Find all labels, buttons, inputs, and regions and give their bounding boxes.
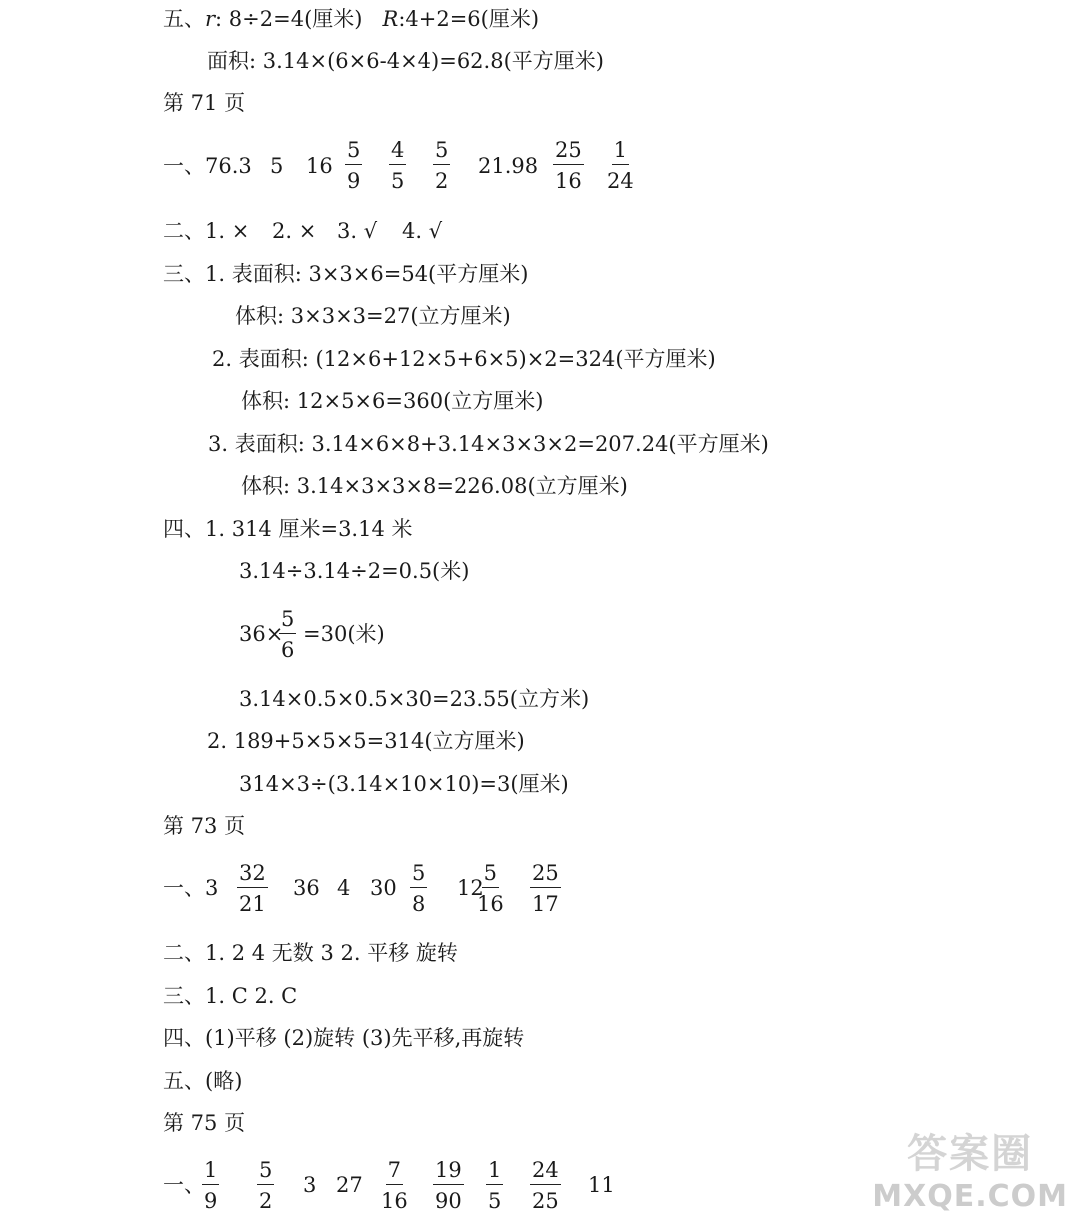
denominator: 21 — [239, 892, 266, 916]
denominator: 16 — [381, 1189, 408, 1213]
p71-q2-c: 4. √ — [402, 219, 443, 243]
p71-q4-line1: 四、1. 314 厘米=3.14 米 — [163, 517, 413, 541]
numerator: 1 — [486, 1158, 503, 1185]
p73-q1-frac-2 — [410, 861, 427, 916]
denominator: 2 — [435, 169, 449, 193]
p71-q4-line2: 3.14÷3.14÷2=0.5(米) — [239, 559, 470, 583]
p73-q5: 五、(略) — [163, 1069, 243, 1093]
denominator: 17 — [532, 892, 559, 916]
p71-q3-line4: 体积: 12×5×6=360(立方厘米) — [241, 389, 544, 413]
p75-q1-frac-6 — [530, 1158, 561, 1213]
p71-q2-a: 2. × — [272, 219, 317, 243]
s5-line2: 面积: 3.14×(6×6-4×4)=62.8(平方厘米) — [207, 49, 604, 73]
numerator: 5 — [410, 861, 427, 888]
p71-q1-frac-1 — [345, 138, 362, 193]
p73-q1-frac-4 — [530, 861, 561, 916]
denominator: 8 — [412, 892, 426, 916]
watermark — [872, 1122, 1068, 1214]
numerator: 7 — [386, 1158, 403, 1185]
numerator: 32 — [237, 861, 268, 888]
p73-q3: 三、1. C 2. C — [163, 984, 298, 1008]
s5-line1 — [163, 6, 539, 32]
denominator: 9 — [204, 1189, 218, 1213]
p73-q2: 二、1. 2 4 无数 3 2. 平移 旋转 — [163, 941, 458, 965]
p71-q4-l3-post: =30(米) — [303, 622, 385, 646]
p75-q1-c: 11 — [588, 1173, 615, 1197]
numerator: 25 — [530, 861, 561, 888]
numerator: 25 — [553, 138, 584, 165]
denominator: 25 — [532, 1189, 559, 1213]
p75-q1-frac-3 — [381, 1158, 408, 1213]
p75-q1-frac-1 — [202, 1158, 219, 1213]
p71-q1-frac-2 — [389, 138, 406, 193]
p75-q1-prefix: 一、 — [163, 1173, 205, 1197]
denominator: 24 — [607, 169, 634, 193]
numerator: 5 — [279, 607, 296, 634]
p71-q3-line5: 3. 表面积: 3.14×6×8+3.14×3×3×2=207.24(平方厘米) — [208, 432, 769, 456]
p73-q1-c: 30 — [370, 876, 397, 900]
p71-q1-c: 21.98 — [478, 154, 539, 178]
numerator: 5 — [482, 861, 499, 888]
p71-q3-line1: 三、1. 表面积: 3×3×6=54(平方厘米) — [163, 262, 529, 286]
p73-q1-a: 36 — [293, 876, 320, 900]
s5-end: :4+2=6(厘米) — [398, 7, 540, 31]
denominator: 6 — [281, 638, 295, 662]
numerator: 1 — [612, 138, 629, 165]
page-73-heading: 第 73 页 — [163, 814, 246, 838]
watermark-logo: 答案圈 — [907, 1131, 1034, 1177]
p71-q4-l3-pre: 36× — [239, 622, 284, 646]
denominator: 9 — [347, 169, 361, 193]
p71-q1-frac-5 — [607, 138, 634, 193]
denominator: 90 — [435, 1189, 462, 1213]
p75-q1-b: 27 — [336, 1173, 363, 1197]
p71-q4-line5: 2. 189+5×5×5=314(立方厘米) — [207, 729, 525, 753]
p73-q1-frac-3 — [477, 861, 504, 916]
p71-q1-frac-3 — [433, 138, 450, 193]
p71-q1-b: 16 — [306, 154, 333, 178]
var-R: R — [382, 7, 399, 31]
p71-q3-line6: 体积: 3.14×3×3×8=226.08(立方厘米) — [241, 474, 628, 498]
p71-q2-b: 3. √ — [337, 219, 378, 243]
denominator: 16 — [555, 169, 582, 193]
p71-q3-line3: 2. 表面积: (12×6+12×5+6×5)×2=324(平方厘米) — [212, 347, 716, 371]
denominator: 2 — [259, 1189, 273, 1213]
p71-q1-frac-4 — [553, 138, 584, 193]
page-71-heading: 第 71 页 — [163, 91, 246, 115]
p75-q1-frac-2 — [257, 1158, 274, 1213]
numerator: 19 — [433, 1158, 464, 1185]
watermark-site: MXQE.COM — [872, 1179, 1068, 1214]
p73-q1-frac-1 — [237, 861, 268, 916]
denominator: 16 — [477, 892, 504, 916]
p75-q1-frac-5 — [486, 1158, 503, 1213]
numerator: 24 — [530, 1158, 561, 1185]
p73-q1-b: 4 — [337, 876, 351, 900]
numerator: 4 — [389, 138, 406, 165]
p71-q4-l3-frac — [279, 607, 296, 662]
p71-q1-prefix: 一、76.3 — [163, 154, 252, 178]
var-r: r — [205, 7, 216, 31]
numerator: 5 — [433, 138, 450, 165]
numerator: 1 — [202, 1158, 219, 1185]
denominator: 5 — [391, 169, 405, 193]
p71-q2-prefix: 二、1. × — [163, 219, 250, 243]
s5-prefix: 五、 — [163, 7, 205, 31]
s5-mid: : 8÷2=4(厘米) — [215, 7, 363, 31]
numerator: 5 — [257, 1158, 274, 1185]
numerator: 5 — [345, 138, 362, 165]
p73-q1-whole: 12 — [457, 876, 484, 900]
p73-q1-prefix: 一、3 — [163, 876, 219, 900]
p71-q4-line6: 314×3÷(3.14×10×10)=3(厘米) — [239, 772, 569, 796]
page-75-heading: 第 75 页 — [163, 1111, 246, 1135]
denominator: 5 — [488, 1189, 502, 1213]
p75-q1-a: 3 — [303, 1173, 317, 1197]
p75-q1-frac-4 — [433, 1158, 464, 1213]
p71-q1-a: 5 — [270, 154, 284, 178]
p73-q4: 四、(1)平移 (2)旋转 (3)先平移,再旋转 — [163, 1026, 525, 1050]
p71-q4-line4: 3.14×0.5×0.5×30=23.55(立方米) — [239, 687, 590, 711]
p71-q3-line2: 体积: 3×3×3=27(立方厘米) — [235, 304, 511, 328]
